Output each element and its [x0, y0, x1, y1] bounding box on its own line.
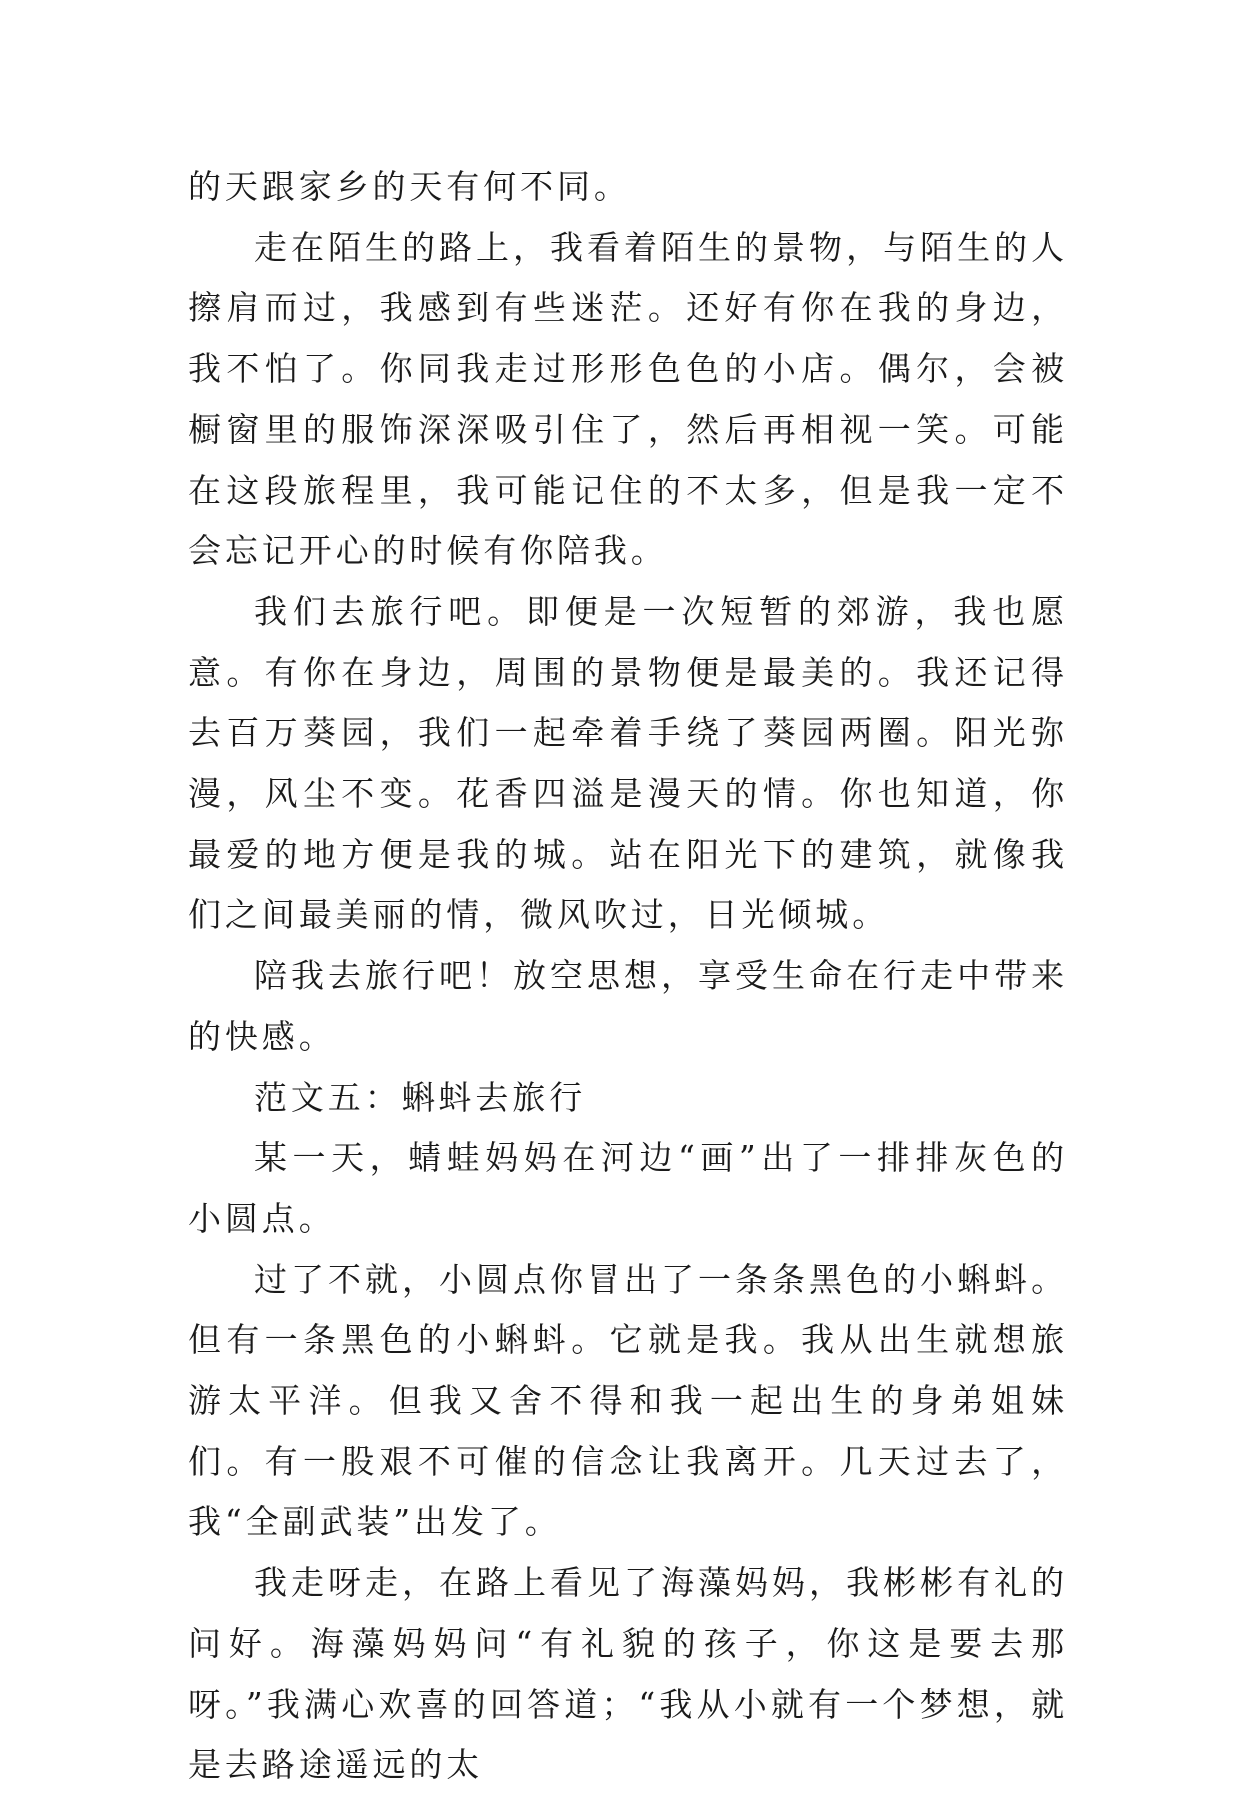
- paragraph-continuation: 的天跟家乡的天有何不同。: [188, 167, 631, 206]
- paragraph-lets-travel: 我们去旅行吧。即便是一次短暂的郊游，我也愿意。有你在身边，周围的景物便是最美的。我还记得去百万葵园，我们一起牵着手绕了葵园两圈。阳光弥漫，风尘不变。花香四溢是漫天的情。你也知道，你最爱的地方便是我的城。站在阳光下的建筑，就像我们之间最美丽的情，微风吹过，日光倾城。: [188, 591, 1068, 935]
- paragraph-frog-dots: 某一天，蜻蛙妈妈在河边“画”出了一排排灰色的小圆点。: [188, 1138, 1068, 1238]
- section-heading-essay-five: 范文五：蝌蚪去旅行: [254, 1077, 587, 1117]
- paragraph-tadpole-departure: 过了不就，小圆点你冒出了一条条黑色的小蝌蚪。但有一条黑色的小蝌蚪。它就是我。我从出生就想旅游太平洋。但我又舍不得和我一起出生的身弟姐妹们。有一股艰不可催的信念让我离开。几天过去了，我“全副武装”出发了。: [188, 1259, 1068, 1542]
- paragraph-seaweed-mother: 我走呀走，在路上看见了海藻妈妈，我彬彬有礼的问好。海藻妈妈问“有礼貌的孩子，你这是要去那呀。”我满心欢喜的回答道；“我从小就有一个梦想，就是去路途遥远的太: [188, 1563, 1068, 1785]
- body-text: [188, 157, 1068, 1796]
- paragraph-strangers-road: 走在陌生的路上，我看着陌生的景物，与陌生的人擦肩而过，我感到有些迷茫。还好有你在我的身边，我不怕了。你同我走过形形色色的小店。偶尔，会被橱窗里的服饰深深吸引住了，然后再相视一笑。可能在这段旅程里，我可能记住的不太多，但是我一定不会忘记开心的时候有你陪我。: [188, 227, 1068, 571]
- paragraph-travel-with-me: 陪我去旅行吧！放空思想，享受生命在行走中带来的快感。: [188, 956, 1068, 1056]
